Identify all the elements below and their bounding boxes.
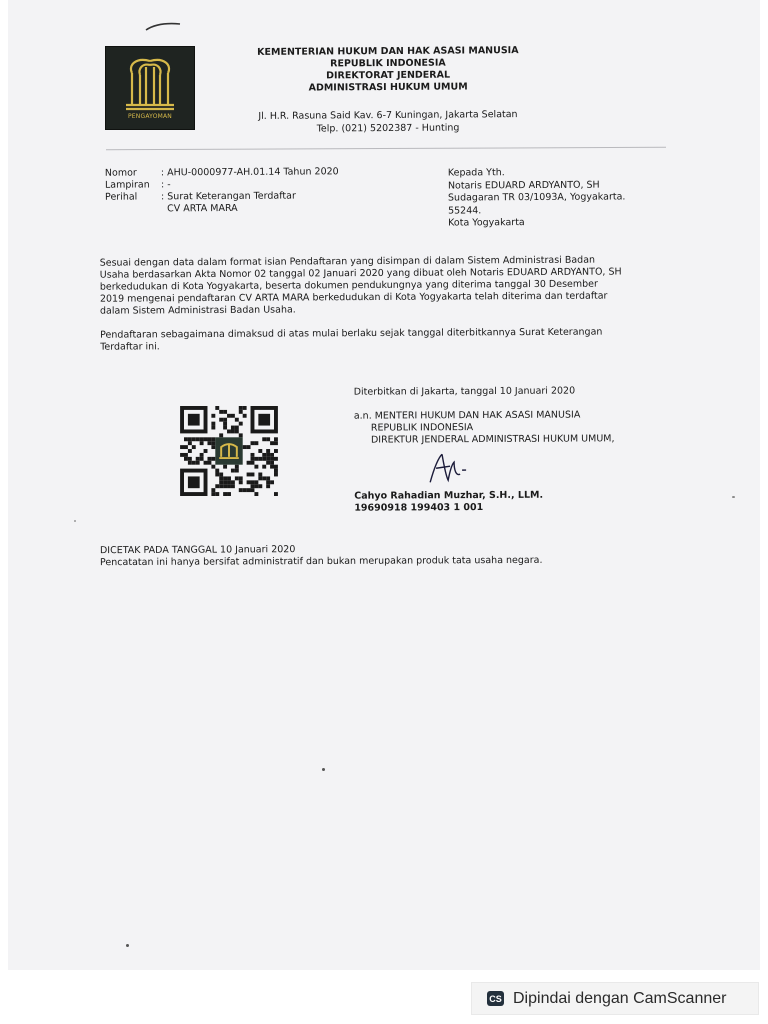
letterhead-address [208, 109, 568, 137]
republic-line: REPUBLIK INDONESIA [370, 422, 474, 434]
addressee-line: Notaris EDUARD ARDYANTO, SH [447, 179, 600, 192]
handwritten-signature [420, 446, 480, 490]
addressee-block [448, 166, 626, 230]
letterhead-line: ADMINISTRASI HUKUM UMUM [308, 81, 468, 94]
signature-block [354, 385, 615, 514]
print-footer [100, 543, 543, 569]
body-line: Usaha berdasarkan Akta Nomor 02 tanggal 02 Januari 2020 yang dibuat oleh Notaris EDUARD ARDYANTO, SH [99, 266, 622, 281]
logo-caption: PENGAYOMAN [127, 113, 172, 120]
letter-meta [105, 166, 339, 215]
signer-name: Cahyo Rahadian Muzhar, S.H., LLM. [354, 489, 544, 502]
on-behalf-line: a.n. MENTERI HUKUM DAN HAK ASASI MANUSIA [353, 409, 581, 422]
perihal-value-company: CV ARTA MARA [167, 202, 238, 215]
letterhead-line: DIREKTORAT JENDERAL [326, 69, 451, 82]
banyan-tree-icon [106, 47, 194, 117]
scanned-document [8, 0, 760, 970]
pen-mark [144, 20, 184, 34]
perihal-value: : Surat Keterangan Terdaftar [161, 190, 296, 203]
disclaimer: Pencatatan ini hanya bersifat administratif dan bukan merupakan produk tata usaha negara. [100, 554, 543, 569]
camscanner-icon: CS [487, 991, 504, 1006]
paragraph-2 [100, 326, 648, 353]
signer-nip: 19690918 199403 1 001 [354, 502, 484, 514]
printed-date: DICETAK PADA TANGGAL 10 Januari 2020 [99, 544, 296, 557]
issued-line: Diterbitkan di Jakarta, tanggal 10 Januari 2020 [353, 385, 576, 398]
letterhead [208, 45, 568, 96]
letter-body [100, 254, 649, 365]
perihal-label: Perihal [105, 191, 138, 203]
nomor-value: : AHU-0000977-AH.01.14 Tahun 2020 [160, 166, 339, 179]
addressee-line: Kota Yogyakarta [448, 217, 525, 229]
director-line: DIREKTUR JENDERAL ADMINISTRASI HUKUM UMUM, [370, 433, 615, 446]
scan-speck [126, 944, 129, 947]
addressee-line: Sudagaran TR 03/1093A, Yogyakarta. [447, 191, 626, 204]
body-line: 2019 mengenai pendaftaran CV ARTA MARA berkedudukan di Kota Yogyakarta telah diterima dan terdaftar [99, 290, 608, 305]
ministry-logo [105, 46, 195, 130]
addressee-line: Kepada Yth. [447, 167, 505, 179]
addressee-line: 55244. [448, 204, 482, 217]
phone-line: Telp. (021) 5202387 - Hunting [316, 122, 460, 134]
body-line: berkedudukan di Kota Yogyakarta, beserta dokumen pendukungnya yang diterima tanggal 30 Desember [99, 278, 598, 293]
body-line: Pendaftaran sebagaimana dimaksud di atas mulai berlaku sejak tanggal diterbitkannya Surat Keterangan [100, 326, 603, 341]
body-line: dalam Sistem Administrasi Badan Usaha. [99, 304, 296, 317]
camscanner-text: Dipindai dengan CamScanner [513, 989, 727, 1007]
qr-code [180, 406, 278, 496]
camscanner-watermark [471, 982, 759, 1015]
scan-speck [322, 768, 325, 771]
address-line: Jl. H.R. Rasuna Said Kav. 6-7 Kuningan, Jakarta Selatan [258, 109, 518, 122]
letterhead-line: KEMENTERIAN HUKUM DAN HAK ASASI MANUSIA [257, 45, 519, 58]
lampiran-value: : - [160, 179, 171, 191]
nomor-label: Nomor [104, 167, 137, 179]
lampiran-label: Lampiran [104, 179, 150, 191]
scan-speck [732, 496, 735, 498]
header-divider [106, 147, 666, 150]
scan-speck [74, 520, 76, 522]
body-line: Sesuai dengan data dalam format isian Pendaftaran yang disimpan di dalam Sistem Administrasi Badan [99, 254, 596, 269]
body-line: Terdaftar ini. [100, 341, 160, 353]
letterhead-line: REPUBLIK INDONESIA [330, 57, 446, 70]
paragraph-1 [100, 254, 648, 317]
